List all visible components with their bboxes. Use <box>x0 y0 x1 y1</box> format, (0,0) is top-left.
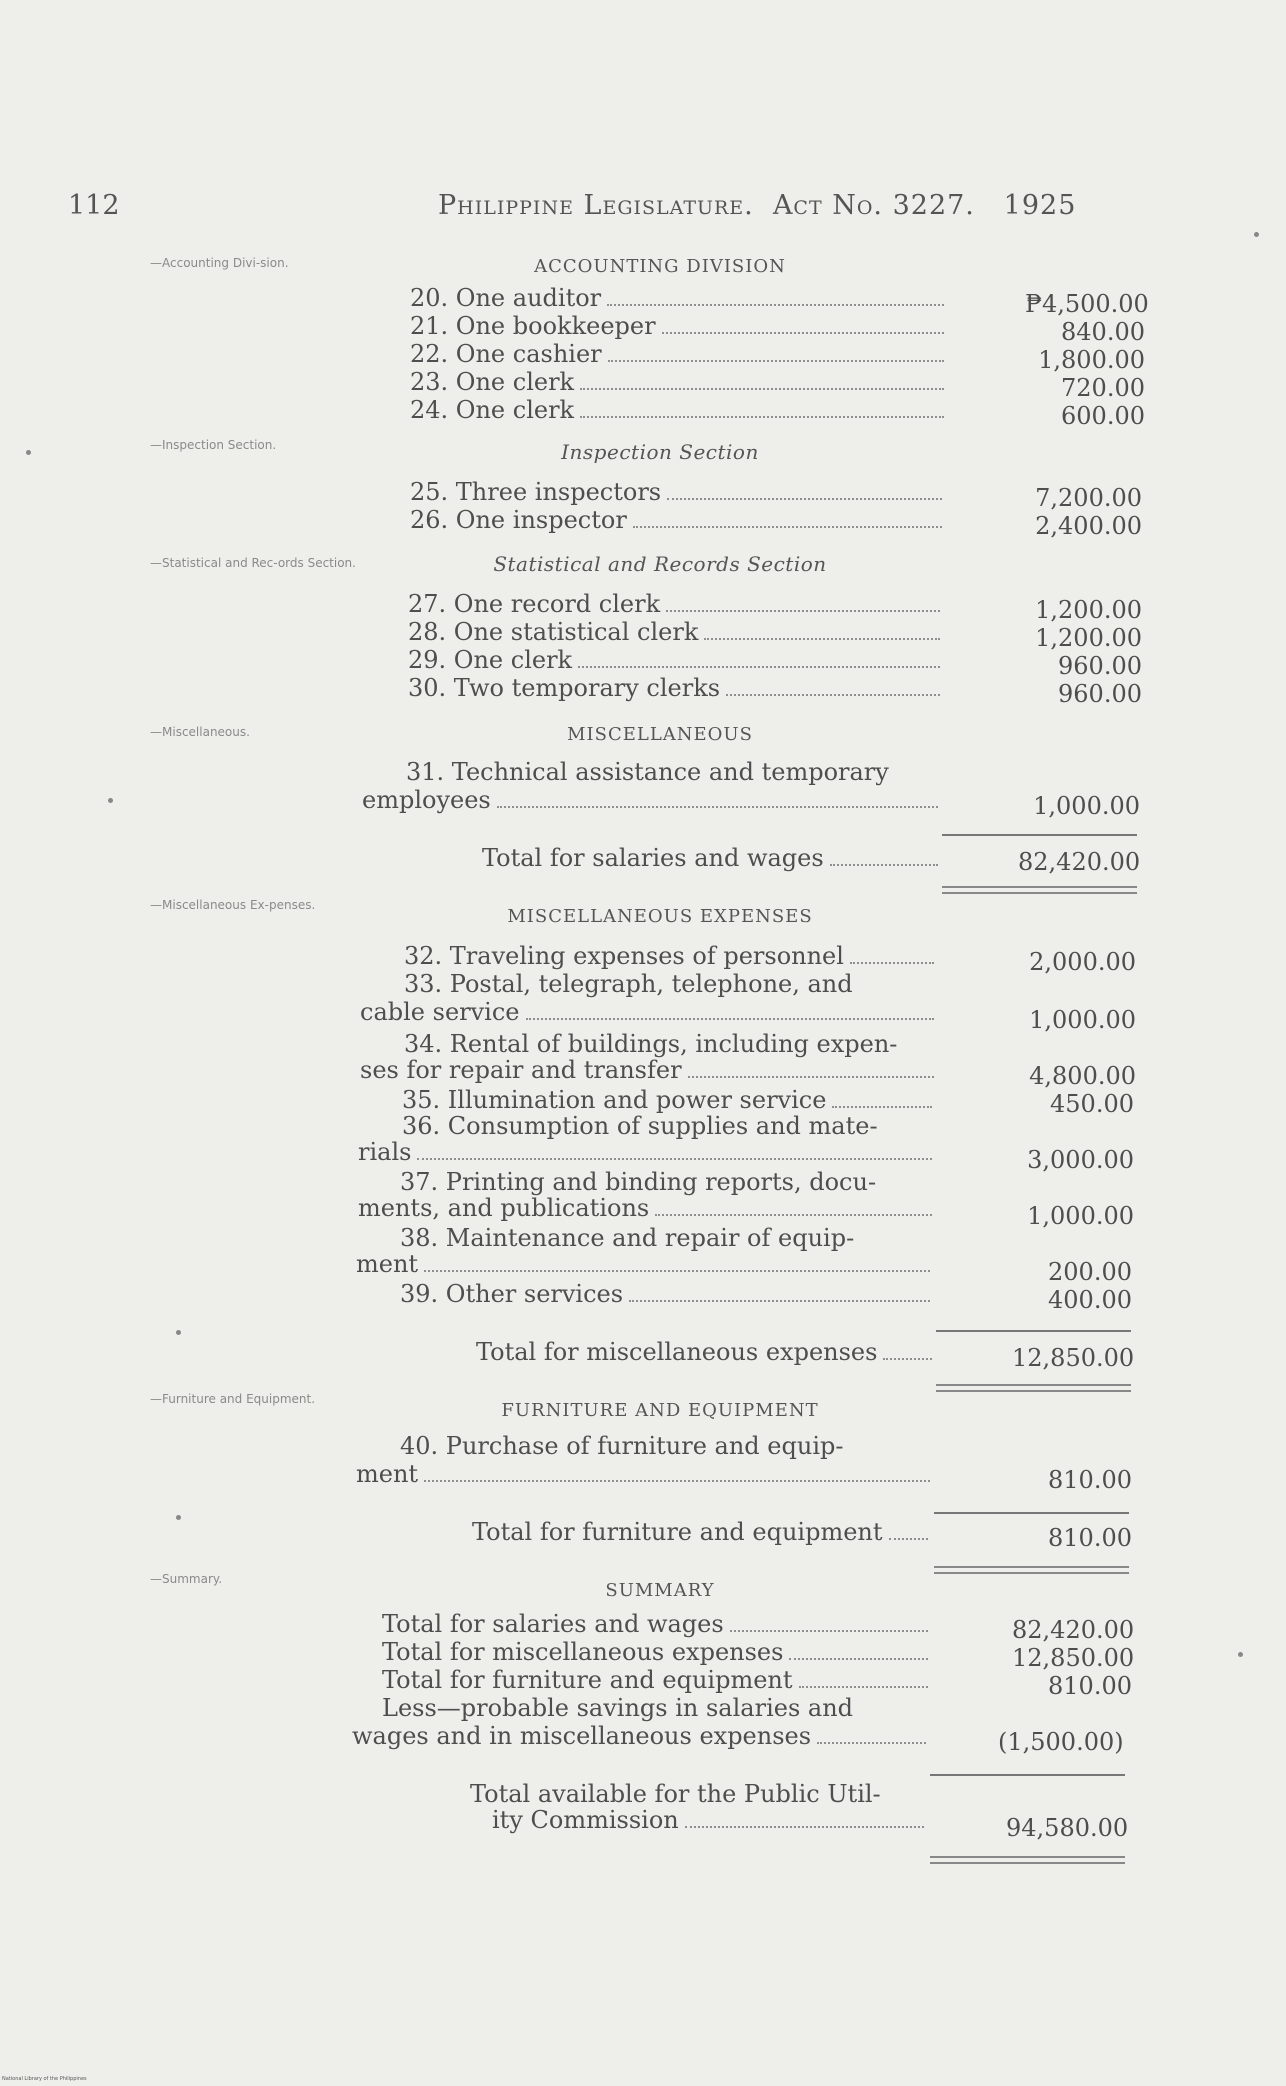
leader-dots <box>526 1018 935 1020</box>
item-row <box>404 942 940 970</box>
scan-speck <box>108 798 113 803</box>
summary-amount: (1,500.00) <box>998 1728 1124 1756</box>
item-label-line2: ment <box>356 1460 419 1488</box>
double-rule <box>942 886 1137 894</box>
summary-row <box>382 1610 934 1638</box>
leader-dots <box>608 360 944 362</box>
item-label: 27. One record clerk <box>408 590 661 618</box>
summary-row <box>382 1638 934 1666</box>
item-row <box>410 506 948 534</box>
summary-amount: 82,420.00 <box>1012 1616 1135 1644</box>
total-rule <box>936 1330 1131 1332</box>
item-row <box>358 1138 938 1166</box>
total-rule <box>934 1512 1129 1514</box>
item-amount: 840.00 <box>1061 318 1145 346</box>
item-amount: 810.00 <box>1048 1466 1132 1494</box>
leader-dots <box>424 1270 930 1272</box>
double-rule <box>930 1856 1125 1864</box>
item-amount: 1,200.00 <box>1035 596 1142 624</box>
item-label: 39. Other services <box>400 1280 624 1308</box>
item-row <box>410 368 950 396</box>
item-row <box>356 1460 936 1488</box>
summary-label-line2: wages and in miscellaneous expenses <box>352 1722 812 1750</box>
item-label-line2: ses for repair and transfer <box>360 1056 682 1084</box>
item-amount: ₱4,500.00 <box>1025 290 1149 318</box>
item-label: 22. One cashier <box>410 340 602 368</box>
leader-dots <box>424 1480 930 1482</box>
total-label: Total for salaries and wages <box>482 844 824 872</box>
margin-note-miscellaneous: —Miscellaneous. <box>150 725 250 739</box>
item-row <box>410 478 948 506</box>
item-label-line1: 36. Consumption of supplies and mate- <box>402 1112 878 1140</box>
summary-amount: 12,850.00 <box>1012 1644 1135 1672</box>
running-head <box>438 190 1076 221</box>
leader-dots <box>662 332 944 334</box>
running-head-year: 1925 <box>1003 190 1077 221</box>
section-heading-miscellaneous: MISCELLANEOUS <box>567 724 753 745</box>
summary-label: Total for miscellaneous expenses <box>382 1638 784 1666</box>
leader-dots <box>830 864 938 866</box>
leader-dots <box>730 1630 928 1632</box>
total-rule <box>942 834 1137 836</box>
double-rule <box>936 1384 1131 1392</box>
margin-note-inspection: —Inspection Section. <box>150 438 277 452</box>
item-label-line1: 38. Maintenance and repair of equip- <box>400 1224 855 1252</box>
item-amount: 720.00 <box>1061 374 1145 402</box>
item-label: 24. One clerk <box>410 396 575 424</box>
item-label: 30. Two temporary clerks <box>408 674 721 702</box>
item-label-line1: 40. Purchase of furniture and equip- <box>400 1432 844 1460</box>
leader-dots <box>497 806 938 808</box>
total-row <box>476 1338 938 1366</box>
leader-dots <box>789 1658 928 1660</box>
leader-dots <box>726 694 940 696</box>
leader-dots <box>704 638 940 640</box>
item-amount: 1,000.00 <box>1029 1006 1136 1034</box>
item-row <box>410 396 950 424</box>
leader-dots <box>883 1358 932 1360</box>
item-row <box>358 1194 938 1222</box>
item-row <box>356 1250 936 1278</box>
item-row <box>402 1086 938 1114</box>
item-label: 25. Three inspectors <box>410 478 662 506</box>
margin-note-misc-expenses: —Miscellaneous Ex-penses. <box>150 898 316 912</box>
summary-amount: 810.00 <box>1048 1672 1132 1700</box>
item-row <box>408 590 946 618</box>
grand-total-row <box>492 1806 930 1834</box>
margin-note-accounting: —Accounting Divi-sion. <box>150 256 289 270</box>
item-row <box>410 312 950 340</box>
leader-dots <box>417 1158 932 1160</box>
leader-dots <box>666 610 940 612</box>
leader-dots <box>850 962 934 964</box>
margin-note-statistical: —Statistical and Rec-ords Section. <box>150 556 356 570</box>
summary-label: Total for furniture and equipment <box>382 1666 793 1694</box>
item-amount: 1,000.00 <box>1027 1202 1134 1230</box>
item-amount: 600.00 <box>1061 402 1145 430</box>
leader-dots <box>580 388 944 390</box>
summary-label: Total for salaries and wages <box>382 1610 724 1638</box>
total-row <box>472 1518 934 1546</box>
item-amount: 1,200.00 <box>1035 624 1142 652</box>
item-row <box>408 674 946 702</box>
total-amount: 82,420.00 <box>1018 848 1141 876</box>
item-label: 28. One statistical clerk <box>408 618 699 646</box>
item-amount: 3,000.00 <box>1027 1146 1134 1174</box>
leader-dots <box>799 1686 928 1688</box>
item-label-line2: employees <box>362 786 491 814</box>
item-label: 23. One clerk <box>410 368 575 396</box>
grand-total-label-line1: Total available for the Public Util- <box>470 1780 881 1808</box>
grand-total-label-line2: ity Commission <box>492 1806 679 1834</box>
summary-label-line1: Less—probable savings in salaries and <box>382 1694 854 1722</box>
total-amount: 12,850.00 <box>1012 1344 1135 1372</box>
item-label-line2: ment <box>356 1250 419 1278</box>
leader-dots <box>817 1742 926 1744</box>
double-rule <box>934 1566 1129 1574</box>
margin-note-summary: —Summary. <box>150 1572 223 1586</box>
item-row <box>408 646 946 674</box>
leader-dots <box>629 1300 930 1302</box>
item-label: 32. Traveling expenses of personnel <box>404 942 844 970</box>
leader-dots <box>685 1826 924 1828</box>
item-row <box>408 618 946 646</box>
section-heading-summary: SUMMARY <box>605 1580 715 1601</box>
item-label-line1: 34. Rental of buildings, including expen- <box>404 1030 898 1058</box>
item-amount: 4,800.00 <box>1029 1062 1136 1090</box>
item-amount: 1,800.00 <box>1038 346 1145 374</box>
section-heading-furniture: FURNITURE AND EQUIPMENT <box>501 1400 819 1421</box>
item-label-line1: 33. Postal, telegraph, telephone, and <box>404 970 853 998</box>
item-amount: 450.00 <box>1050 1090 1134 1118</box>
item-label-line1: 37. Printing and binding reports, docu- <box>400 1168 877 1196</box>
item-amount: 1,000.00 <box>1033 792 1140 820</box>
scan-speck <box>1254 232 1259 237</box>
leader-dots <box>832 1106 932 1108</box>
page-number: 112 <box>68 190 120 221</box>
item-label-line2: rials <box>358 1138 412 1166</box>
item-row <box>410 284 950 312</box>
item-amount: 960.00 <box>1058 652 1142 680</box>
scan-speck <box>176 1330 181 1335</box>
section-heading-inspection: Inspection Section <box>561 440 759 464</box>
leader-dots <box>578 666 940 668</box>
item-row <box>400 1280 936 1308</box>
scan-speck <box>176 1515 181 1520</box>
leader-dots <box>633 526 942 528</box>
item-row <box>410 340 950 368</box>
leader-dots <box>607 304 944 306</box>
scan-footer: National Library of the Philippines <box>2 2076 87 2082</box>
item-row <box>360 1056 940 1084</box>
scan-speck <box>1238 1652 1243 1657</box>
item-label-line2: ments, and publications <box>358 1194 650 1222</box>
running-head-act: Act No. 3227. <box>772 190 975 221</box>
leader-dots <box>580 416 944 418</box>
item-label-line2: cable service <box>360 998 520 1026</box>
margin-note-furniture: —Furniture and Equipment. <box>150 1392 316 1406</box>
item-amount: 2,000.00 <box>1029 948 1136 976</box>
section-heading-accounting: ACCOUNTING DIVISION <box>534 256 786 277</box>
total-row <box>482 844 944 872</box>
item-label: 21. One bookkeeper <box>410 312 656 340</box>
leader-dots <box>889 1538 928 1540</box>
leader-dots <box>655 1214 932 1216</box>
grand-total-amount: 94,580.00 <box>1006 1814 1129 1842</box>
running-head-title: Philippine Legislature. <box>438 190 754 221</box>
item-label-line1: 31. Technical assistance and temporary <box>406 758 889 786</box>
leader-dots <box>688 1076 934 1078</box>
summary-row <box>352 1722 932 1750</box>
item-amount: 7,200.00 <box>1035 484 1142 512</box>
item-row <box>360 998 940 1026</box>
item-label: 26. One inspector <box>410 506 627 534</box>
item-amount: 200.00 <box>1048 1258 1132 1286</box>
item-amount: 400.00 <box>1048 1286 1132 1314</box>
total-rule <box>930 1774 1125 1776</box>
item-label: 35. Illumination and power service <box>402 1086 827 1114</box>
section-heading-misc-expenses: MISCELLANEOUS EXPENSES <box>507 906 813 927</box>
item-label: 20. One auditor <box>410 284 602 312</box>
item-label: 29. One clerk <box>408 646 573 674</box>
item-amount: 960.00 <box>1058 680 1142 708</box>
summary-row <box>382 1666 934 1694</box>
leader-dots <box>667 498 942 500</box>
total-label: Total for miscellaneous expenses <box>476 1338 878 1366</box>
item-amount: 2,400.00 <box>1035 512 1142 540</box>
item-row <box>362 786 944 814</box>
total-label: Total for furniture and equipment <box>472 1518 883 1546</box>
section-heading-statistical: Statistical and Records Section <box>493 552 827 576</box>
total-amount: 810.00 <box>1048 1524 1132 1552</box>
scan-speck <box>26 450 31 455</box>
